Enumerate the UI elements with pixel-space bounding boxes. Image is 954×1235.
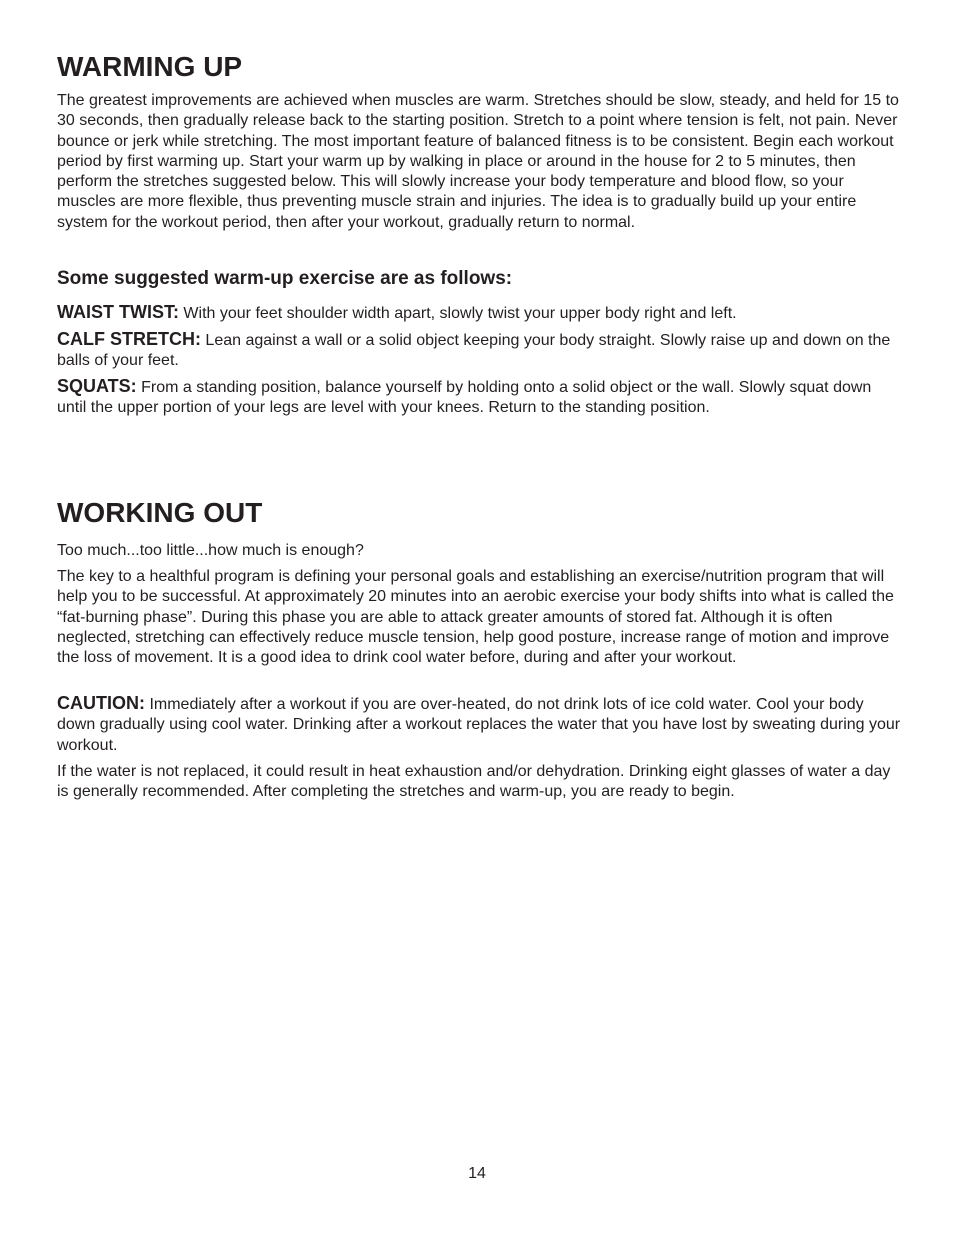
exercise-description: With your feet shoulder width apart, slowly twist your upper body right and left. <box>178 305 737 322</box>
exercise-term: WAIST TWIST: <box>57 302 179 322</box>
exercise-item-waist-twist <box>57 302 737 324</box>
exercise-item-calf-stretch <box>57 329 903 372</box>
section-heading-working-out: WORKING OUT <box>57 497 263 528</box>
section-heading-warming-up: WARMING UP <box>57 51 243 82</box>
exercise-description: From a standing position, balance yourself by holding onto a solid object or the wall. Slowly squat down until the upper portion of your legs are level with your knees. Return to the standing position. <box>57 379 872 417</box>
caution-term: CAUTION: <box>57 693 145 713</box>
caution-text: Immediately after a workout if you are over-heated, do not drink lots of ice cold water. Cool your body down gradually using cool water. Drinking after a workout replaces the water that you have lost by sweating during your workout. <box>57 696 901 754</box>
warm-up-subheading: Some suggested warm-up exercise are as follows: <box>57 268 513 289</box>
exercise-description: Lean against a wall or a solid object keeping your body straight. Slowly raise up and down on the balls of your feet. <box>57 332 891 370</box>
warming-up-paragraph: The greatest improvements are achieved when muscles are warm. Stretches should be slow, steady, and held for 15 to 30 seconds, then gradually release back to the starting position. Stretch to a point where tension is felt, not pain. Never bounce or jerk while stretching. The most important feature of balanced fitness is to be consistent. Begin each workout period by first warming up. Start your warm up by walking in place or around in the house for 2 to 5 minutes, then perform the stretches suggested below. This will slowly increase your body temperature and blood flow, so your muscles are more flexible, thus preventing muscle strain and injuries. The idea is to gradually build up your entire system for the workout period, then after your workout, gradually return to normal. <box>57 92 899 231</box>
working-out-paragraph: The key to a healthful program is defining your personal goals and establishing an exercise/nutrition program that will help you to be successful. At approximately 20 minutes into an aerobic exercise your body shifts into what is called the “fat-burning phase”. During this phase you are able to attack greater amounts of stored fat. Although it is often neglected, stretching can effectively reduce muscle tension, help good posture, increase range of motion and improve the loss of movement. It is a good idea to drink cool water before, during and after your workout. <box>57 568 894 667</box>
exercise-term: SQUATS: <box>57 376 137 396</box>
working-out-intro: Too much...too little...how much is enough? <box>57 542 364 559</box>
exercise-item-squats <box>57 376 903 419</box>
page-number: 14 <box>468 1165 486 1182</box>
caution-note <box>57 693 903 756</box>
exercise-term: CALF STRETCH: <box>57 329 201 349</box>
working-out-closing: If the water is not replaced, it could result in heat exhaustion and/or dehydration. Drinking eight glasses of water a day is generally recommended. After completing the stretches and warm-up, you are ready to begin. <box>57 763 891 801</box>
